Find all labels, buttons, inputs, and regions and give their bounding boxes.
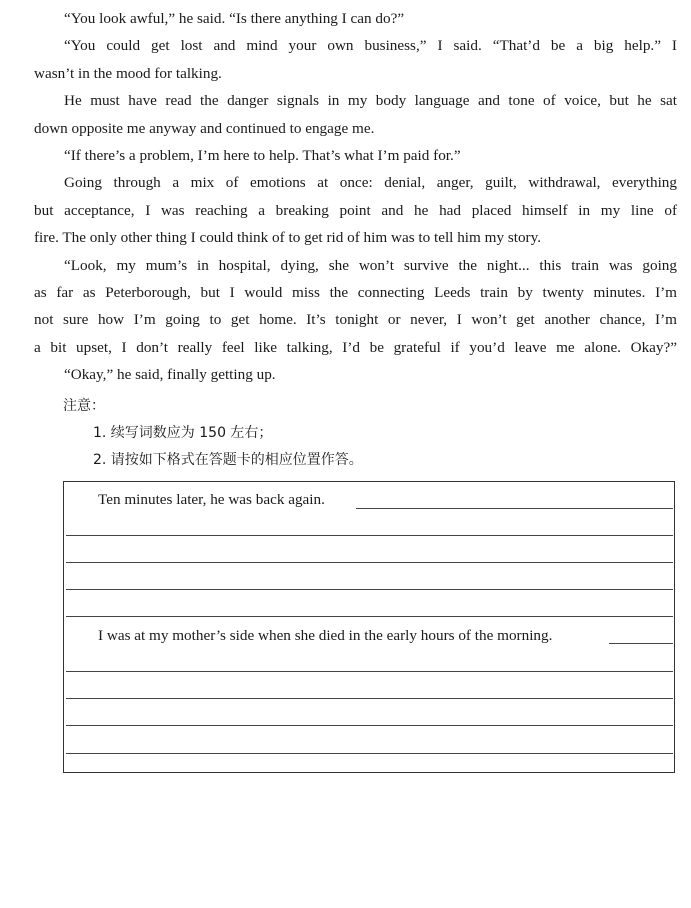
passage-line: “You could get lost and mind your own business,” I said. “That’d be a big help.” I bbox=[64, 37, 677, 55]
writing-line[interactable] bbox=[66, 562, 673, 563]
passage-line: not sure how I’m going to get home. It’s tonight or never, I won’t get another chance, I’m bbox=[34, 311, 677, 329]
passage-line: Going through a mix of emotions at once: denial, anger, guilt, withdrawal, everything bbox=[64, 174, 677, 192]
prompt-paragraph-2: I was at my mother’s side when she died in the early hours of the morning. bbox=[98, 627, 553, 644]
writing-line[interactable] bbox=[66, 698, 673, 699]
passage-line: “Look, my mum’s in hospital, dying, she won’t survive the night... this train was going bbox=[64, 256, 677, 274]
writing-line[interactable] bbox=[66, 753, 673, 754]
passage-line: down opposite me anyway and continued to engage me. bbox=[34, 119, 375, 137]
prompt-paragraph-1: Ten minutes later, he was back again. bbox=[98, 491, 325, 508]
notes-heading: 注意： bbox=[63, 398, 105, 414]
passage-line: wasn’t in the mood for talking. bbox=[34, 64, 222, 82]
writing-line[interactable] bbox=[356, 508, 673, 509]
passage-line: a bit upset, I don’t really feel like talking, I’d be grateful if you’d leave me alone. Okay?” bbox=[34, 338, 677, 356]
writing-line[interactable] bbox=[66, 589, 673, 590]
writing-line[interactable] bbox=[66, 535, 673, 536]
writing-line[interactable] bbox=[66, 671, 673, 672]
writing-line[interactable] bbox=[609, 643, 673, 644]
passage-line: “Okay,” he said, finally getting up. bbox=[64, 366, 276, 384]
passage-line: as far as Peterborough, but I would miss the connecting Leeds train by twenty minutes. I’m bbox=[34, 284, 677, 301]
passage-line: fire. The only other thing I could think of to get rid of him was to tell him my story. bbox=[34, 229, 542, 247]
note-item-1: 1. 续写词数应为 150 左右； bbox=[93, 425, 273, 441]
note-item-2: 2. 请按如下格式在答题卡的相应位置作答。 bbox=[93, 452, 363, 468]
passage-line: but acceptance, I was reaching a breaking point and he had placed himself in my line of bbox=[34, 201, 677, 219]
passage-line: He must have read the danger signals in my body language and tone of voice, but he sat bbox=[64, 92, 677, 110]
passage-line: “If there’s a problem, I’m here to help. That’s what I’m paid for.” bbox=[64, 147, 461, 164]
writing-line[interactable] bbox=[66, 725, 673, 726]
writing-line[interactable] bbox=[66, 616, 673, 617]
passage-line: “You look awful,” he said. “Is there anything I can do?” bbox=[64, 10, 405, 27]
